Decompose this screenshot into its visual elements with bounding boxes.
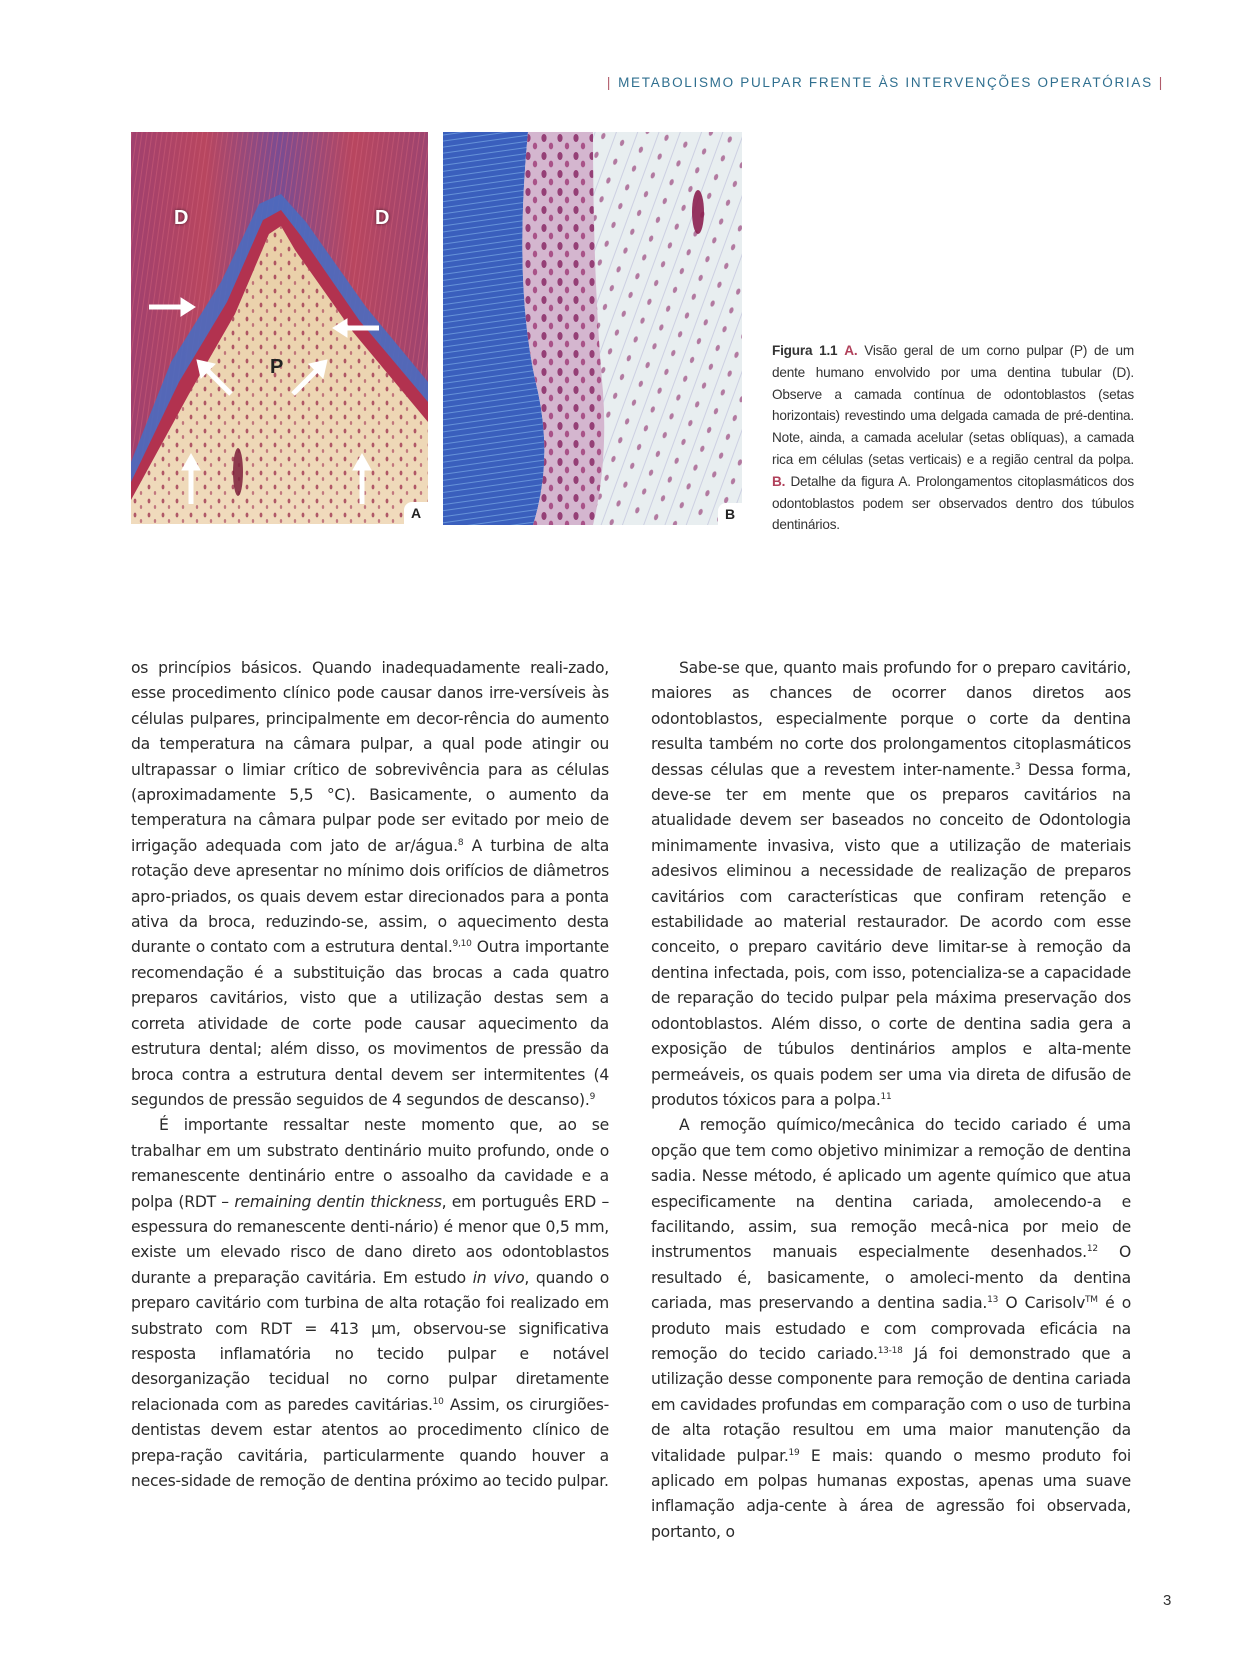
pulp-horn-micrograph — [131, 132, 428, 524]
dentin-label-right: D — [375, 207, 390, 229]
citation: 3 — [1014, 761, 1021, 772]
paragraph — [651, 656, 1131, 1113]
citation: 13-18 — [877, 1345, 903, 1356]
figure-label: Figura 1.1 — [772, 343, 838, 358]
text-run: Já foi demonstrado que a utilização desse componente para remoção de dentina cariada em cavidades profundas em comparação com o uso de turbina de alta rotação resultou em uma maior manutenção da vitalidade pulpar. — [651, 1344, 1131, 1465]
caption-text-a: Visão geral de um corno pulpar (P) de um dente humano envolvido por uma dentina tubular (D). Observe a camada contínua de odontoblastos (setas horizontais) revestindo uma delgada camada de pré-dentina. Note, ainda, a camada acelular (setas oblíquas), a camada rica em células (setas verticais) e a região central da polpa. — [772, 343, 1134, 467]
text-run: Assim, os cirurgiões-dentistas devem estar atentos ao procedimento clínico de prepa-ração cavitária, particularmente quando houver a neces-sidade de remoção de dentina próximo ao tecido pulpar. — [131, 1395, 609, 1490]
citation: 11 — [880, 1091, 892, 1102]
running-head-separator-right: | — [1158, 75, 1164, 90]
text-run: , em português ERD – espessura do remanescente denti-nário) é menor que 0,5 mm, existe um elevado risco de dano direto aos odontoblastos durante a preparação cavitária. Em estudo — [131, 1192, 609, 1287]
figure-caption — [772, 340, 1134, 536]
citation: 9,10 — [452, 939, 472, 950]
text-run: O Carisolv — [998, 1294, 1086, 1313]
text-run: A turbina de alta rotação deve apresentar no mínimo dois orifícios de diâmetros apro-priados, os quais devem estar direcionados para a ponta ativa da broca, reduzindo-se, assim, o aquecimento desta durante o contato com a estrutura dental. — [131, 836, 609, 957]
running-head-title: METABOLISMO PULPAR FRENTE ÀS INTERVENÇÕES OPERATÓRIAS — [618, 75, 1153, 90]
text-run: , quando o preparo cavitário com turbina de alta rotação foi realizado em substrato com RDT = 413 μm, observou-se significativa resposta inflamatória no tecido pulpar e notável desorganização tecidual no corno pulpar diretamente relacionada com as paredes cavitárias. — [131, 1268, 609, 1414]
body-column-right — [651, 656, 1131, 1545]
text-run: é o produto mais estudado e com comprovada eficácia na remoção do tecido cariado. — [651, 1294, 1131, 1363]
text-run: É importante ressaltar neste momento que, ao se trabalhar em um substrato dentinário muito profundo, onde o remanescente dentinário entre o assoalho da cavidade e a polpa (RDT – — [131, 1116, 609, 1211]
figure-photo-a — [131, 132, 428, 524]
panel-letter-a: A — [404, 502, 428, 524]
text-run: E mais: quando o mesmo produto foi aplicado em polpas humanas expostas, apenas uma suave inflamação adja-cente à área de agressão foi observada, portanto, o — [651, 1446, 1131, 1541]
emphasis: remaining dentin thickness — [234, 1192, 442, 1211]
paragraph — [131, 1113, 609, 1494]
figure-photo-b — [443, 132, 742, 525]
citation: 8 — [457, 837, 464, 848]
emphasis: in vivo — [472, 1268, 525, 1287]
text-run: A remoção químico/mecânica do tecido cariado é uma opção que tem como objetivo minimizar a remoção de dentina sadia. Nesse método, é aplicado um agente químico que atua especificamente na dentina cariada, amolecendo-a e facilitando, assim, sua remoção mecâ-nica por meio de instrumentos manuais especialmente desenhados. — [651, 1116, 1131, 1262]
text-run: Dessa forma, deve-se ter em mente que os preparos cavitários na atualidade devem ser baseados no conceito de Odontologia minimamente invasiva, visto que a utilização de materiais adesivos eliminou a necessidade de realização de preparos cavitários com características que confiram retenção e estabilidade ao material restaurador. De acordo com esse conceito, o preparo cavitário deve limitar-se à remoção da dentina infectada, pois, com isso, potencializa-se a capacidade de reparação do tecido pulpar pela máxima preservação dos odontoblastos. Além disso, o corte de dentina sadia gera a exposição de túbulos dentinários amplos e alta-mente permeáveis, os quais podem ser uma via direta de difusão de produtos tóxicos para a polpa. — [651, 760, 1131, 1109]
running-head-separator-left: | — [606, 75, 613, 90]
paragraph — [651, 1113, 1131, 1545]
paragraph — [131, 656, 609, 1113]
text-run: Outra importante recomendação é a substituição das brocas a cada quatro preparos cavitários, visto que a utilização destas sem a correta atividade de corte pode causar aquecimento da estrutura dental; além disso, os movimentos de pressão da broca contra a estrutura dental devem ser intermitentes (4 segundos de pressão seguidos de 4 segundos de descanso). — [131, 938, 609, 1109]
caption-panel-a-ref: A. — [844, 343, 858, 358]
page-number: 3 — [1163, 1592, 1172, 1609]
citation: 13 — [987, 1294, 999, 1305]
caption-panel-b-ref: B. — [772, 473, 786, 489]
pulp-label: P — [270, 356, 284, 378]
citation: 12 — [1086, 1244, 1098, 1255]
running-head — [601, 75, 1170, 90]
caption-text-b: Detalhe da figura A. Prolongamentos citoplasmáticos dos odontoblastos podem ser observados dentro dos túbulos dentinários. — [772, 473, 1134, 533]
citation: 9 — [589, 1091, 596, 1102]
text-run: Sabe-se que, quanto mais profundo for o preparo cavitário, maiores as chances de ocorrer danos diretos aos odontoblastos, especialmente porque o corte da dentina resulta também no corte dos prolongamentos citoplasmáticos dessas células que a revestem inter-namente. — [651, 659, 1131, 779]
text-run: O resultado é, basicamente, o amoleci-mento da dentina cariada, mas preservando a dentina sadia. — [651, 1243, 1131, 1313]
dentin-label-left: D — [174, 207, 189, 229]
trademark: TM — [1085, 1294, 1098, 1305]
citation: 10 — [432, 1396, 444, 1407]
text-run: os princípios básicos. Quando inadequadamente reali-zado, esse procedimento clínico pode causar danos irre-versíveis às células pulpares, principalmente em decor-rência do aumento da temperatura na câmara pulpar, a qual pode atingir ou ultrapassar o limiar crítico de sobrevivência para as células (aproximadamente 5,5 °C). Basicamente, o aumento da temperatura na câmara pulpar pode ser evitado por meio de irrigação adequada com jato de ar/água. — [131, 659, 609, 855]
body-column-left — [131, 656, 609, 1494]
panel-letter-b: B — [718, 503, 742, 525]
odontoblast-micrograph — [443, 132, 742, 525]
citation: 19 — [788, 1447, 800, 1458]
